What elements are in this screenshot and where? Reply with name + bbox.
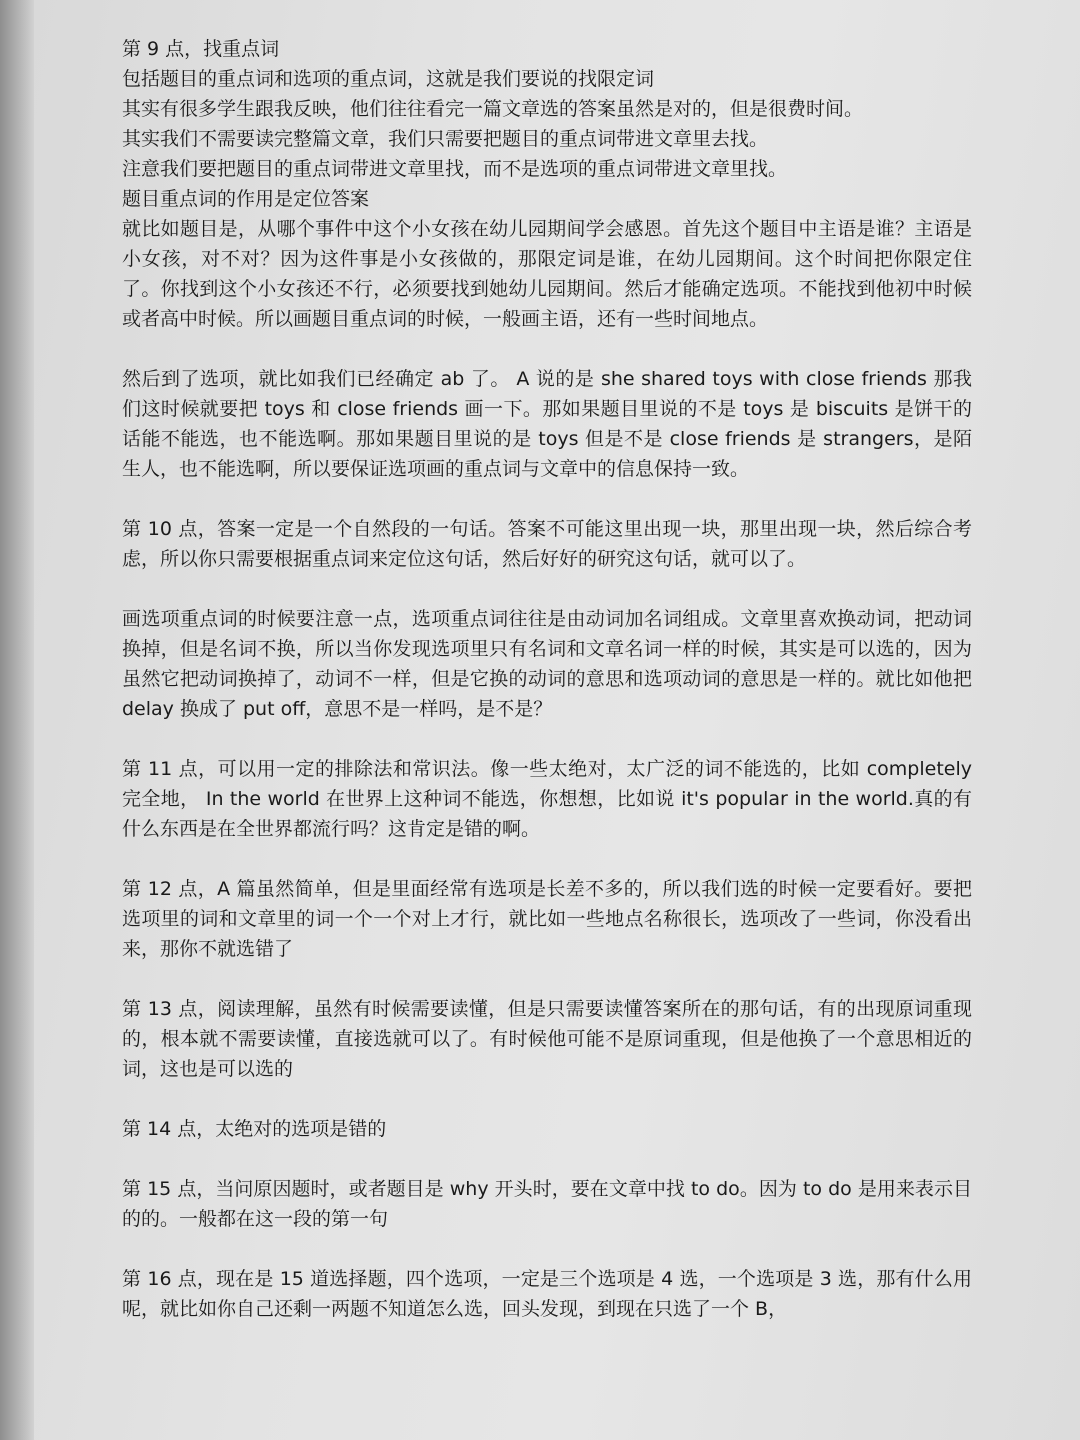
point-9-line-2: 包括题目的重点词和选项的重点词，这就是我们要说的找限定词 [122,68,655,90]
point-9-line-4: 其实我们不需要读完整篇文章，我们只需要把题目的重点词带进文章里去找。 [122,128,769,150]
point-9-intro [122,34,972,214]
point-9-options-paragraph: 然后到了选项，就比如我们已经确定 ab 了。 A 说的是 she shared toys with close friends 那我们这时候就要把 toys 和 close friends 画一下。那如果题目里说的不是 toys 是 biscuits 是饼干的话能不能选，也不能选啊。那如果题目里说的是 toys 但是不是 close friends 是 strangers，是陌生人，也不能选啊，所以要保证选项画的重点词与文章中的信息保持一致。 [122,368,972,480]
point-9-line-6: 题目重点词的作用是定位答案 [122,188,370,210]
document-page [34,0,1080,1440]
point-13-paragraph: 第 13 点，阅读理解，虽然有时候需要读懂，但是只需要读懂答案所在的那句话，有的出现原词重现的，根本就不需要读懂，直接选就可以了。有时候他可能不是原词重现，但是他换了一个意思相近的词，这也是可以选的 [122,998,972,1080]
point-16-paragraph: 第 16 点，现在是 15 道选择题，四个选项，一定是三个选项是 4 选，一个选项是 3 选，那有什么用呢，就比如你自己还剩一两题不知道怎么选，回头发现，到现在只选了一个 B， [122,1268,972,1320]
document-text [122,34,972,1324]
point-10-paragraph: 第 10 点，答案一定是一个自然段的一句话。答案不可能这里出现一块，那里出现一块，然后综合考虑，所以你只需要根据重点词来定位这句话，然后好好的研究这句话，就可以了。 [122,518,972,570]
point-9-example-paragraph: 就比如题目是，从哪个事件中这个小女孩在幼儿园期间学会感恩。首先这个题目中主语是谁？主语是小女孩，对不对？因为这件事是小女孩做的，那限定词是谁，在幼儿园期间。这个时间把你限定住了。你找到这个小女孩还不行，必须要找到她幼儿园期间。然后才能确定选项。不能找到他初中时候或者高中时候。所以画题目重点词的时候，一般画主语，还有一些时间地点。 [122,218,972,330]
point-14-paragraph: 第 14 点，太绝对的选项是错的 [122,1118,387,1140]
point-11-paragraph: 第 11 点，可以用一定的排除法和常识法。像一些太绝对，太广泛的词不能选的，比如 completely 完全地， In the world 在世界上这种词不能选，你想想，比如说 it's popular in the world.真的有什么东西是在全世界都流行吗？这肯定是错的啊。 [122,758,972,840]
point-12-paragraph: 第 12 点，A 篇虽然简单，但是里面经常有选项是长差不多的，所以我们选的时候一定要看好。要把选项里的词和文章里的词一个一个对上才行，就比如一些地点名称很长，选项改了一些词，你没看出来，那你不就选错了 [122,878,972,960]
point-9-heading: 第 9 点，找重点词 [122,38,280,60]
option-keyword-paragraph: 画选项重点词的时候要注意一点，选项重点词往往是由动词加名词组成。文章里喜欢换动词，把动词换掉，但是名词不换，所以当你发现选项里只有名词和文章名词一样的时候，其实是可以选的，因为虽然它把动词换掉了，动词不一样，但是它换的动词的意思和选项动词的意思是一样的。就比如他把 delay 换成了 put off，意思不是一样吗，是不是？ [122,608,972,720]
book-binding-shadow [0,0,34,1440]
point-9-line-5: 注意我们要把题目的重点词带进文章里找，而不是选项的重点词带进文章里找。 [122,158,788,180]
point-9-line-3: 其实有很多学生跟我反映，他们往往看完一篇文章选的答案虽然是对的，但是很费时间。 [122,98,864,120]
point-15-paragraph: 第 15 点，当问原因题时，或者题目是 why 开头时，要在文章中找 to do。因为 to do 是用来表示目的的。一般都在这一段的第一句 [122,1178,972,1230]
